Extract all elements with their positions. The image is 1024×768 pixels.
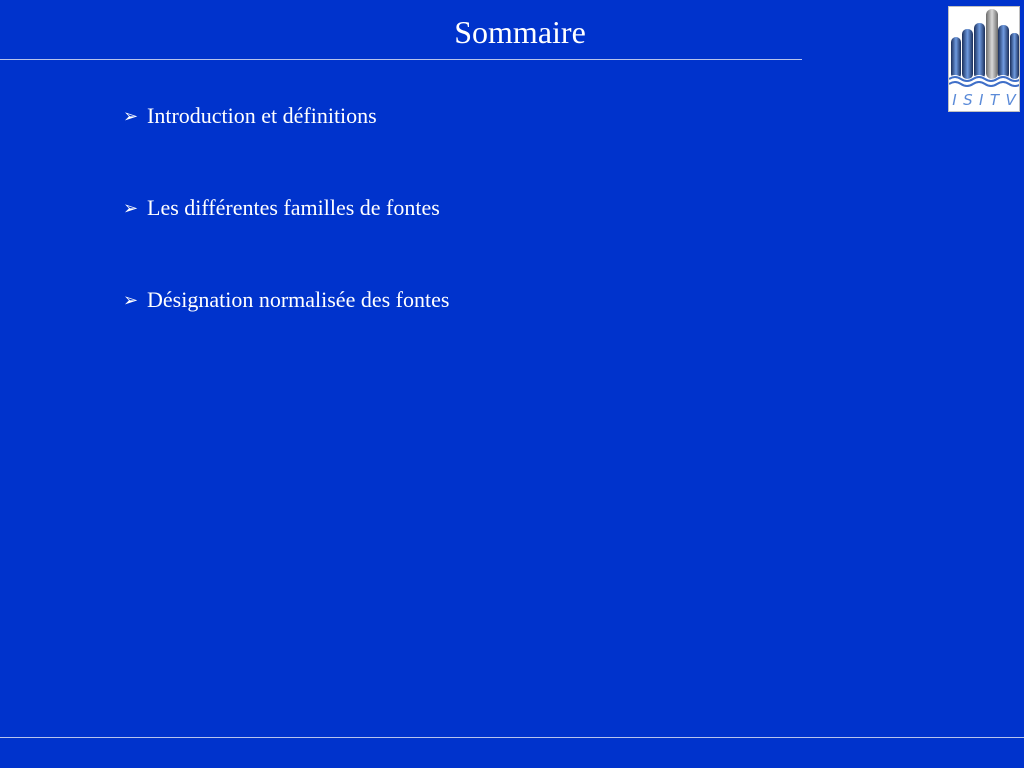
footer-divider — [0, 737, 1024, 738]
agenda-item — [123, 285, 449, 377]
page-title: Sommaire — [454, 14, 586, 50]
arrow-bullet-icon: ➢ — [123, 198, 139, 218]
agenda-list — [123, 101, 449, 377]
isitv-logo — [948, 6, 1020, 112]
agenda-item-label: Désignation normalisée des fontes — [147, 287, 450, 312]
title-divider — [0, 59, 802, 60]
arrow-bullet-icon: ➢ — [123, 290, 139, 310]
agenda-item — [123, 101, 449, 193]
logo-letter: V — [1005, 91, 1016, 109]
building-logo-icon — [949, 7, 1020, 91]
logo-letter: S — [963, 91, 973, 109]
logo-letter: I — [979, 91, 984, 109]
logo-letter: I — [952, 91, 957, 109]
agenda-item-label: Les différentes familles de fontes — [147, 195, 440, 220]
logo-letter: T — [989, 91, 1000, 109]
arrow-bullet-icon: ➢ — [123, 106, 139, 126]
agenda-item — [123, 193, 449, 285]
agenda-item-label: Introduction et définitions — [147, 103, 377, 128]
logo-wordmark — [949, 91, 1019, 109]
